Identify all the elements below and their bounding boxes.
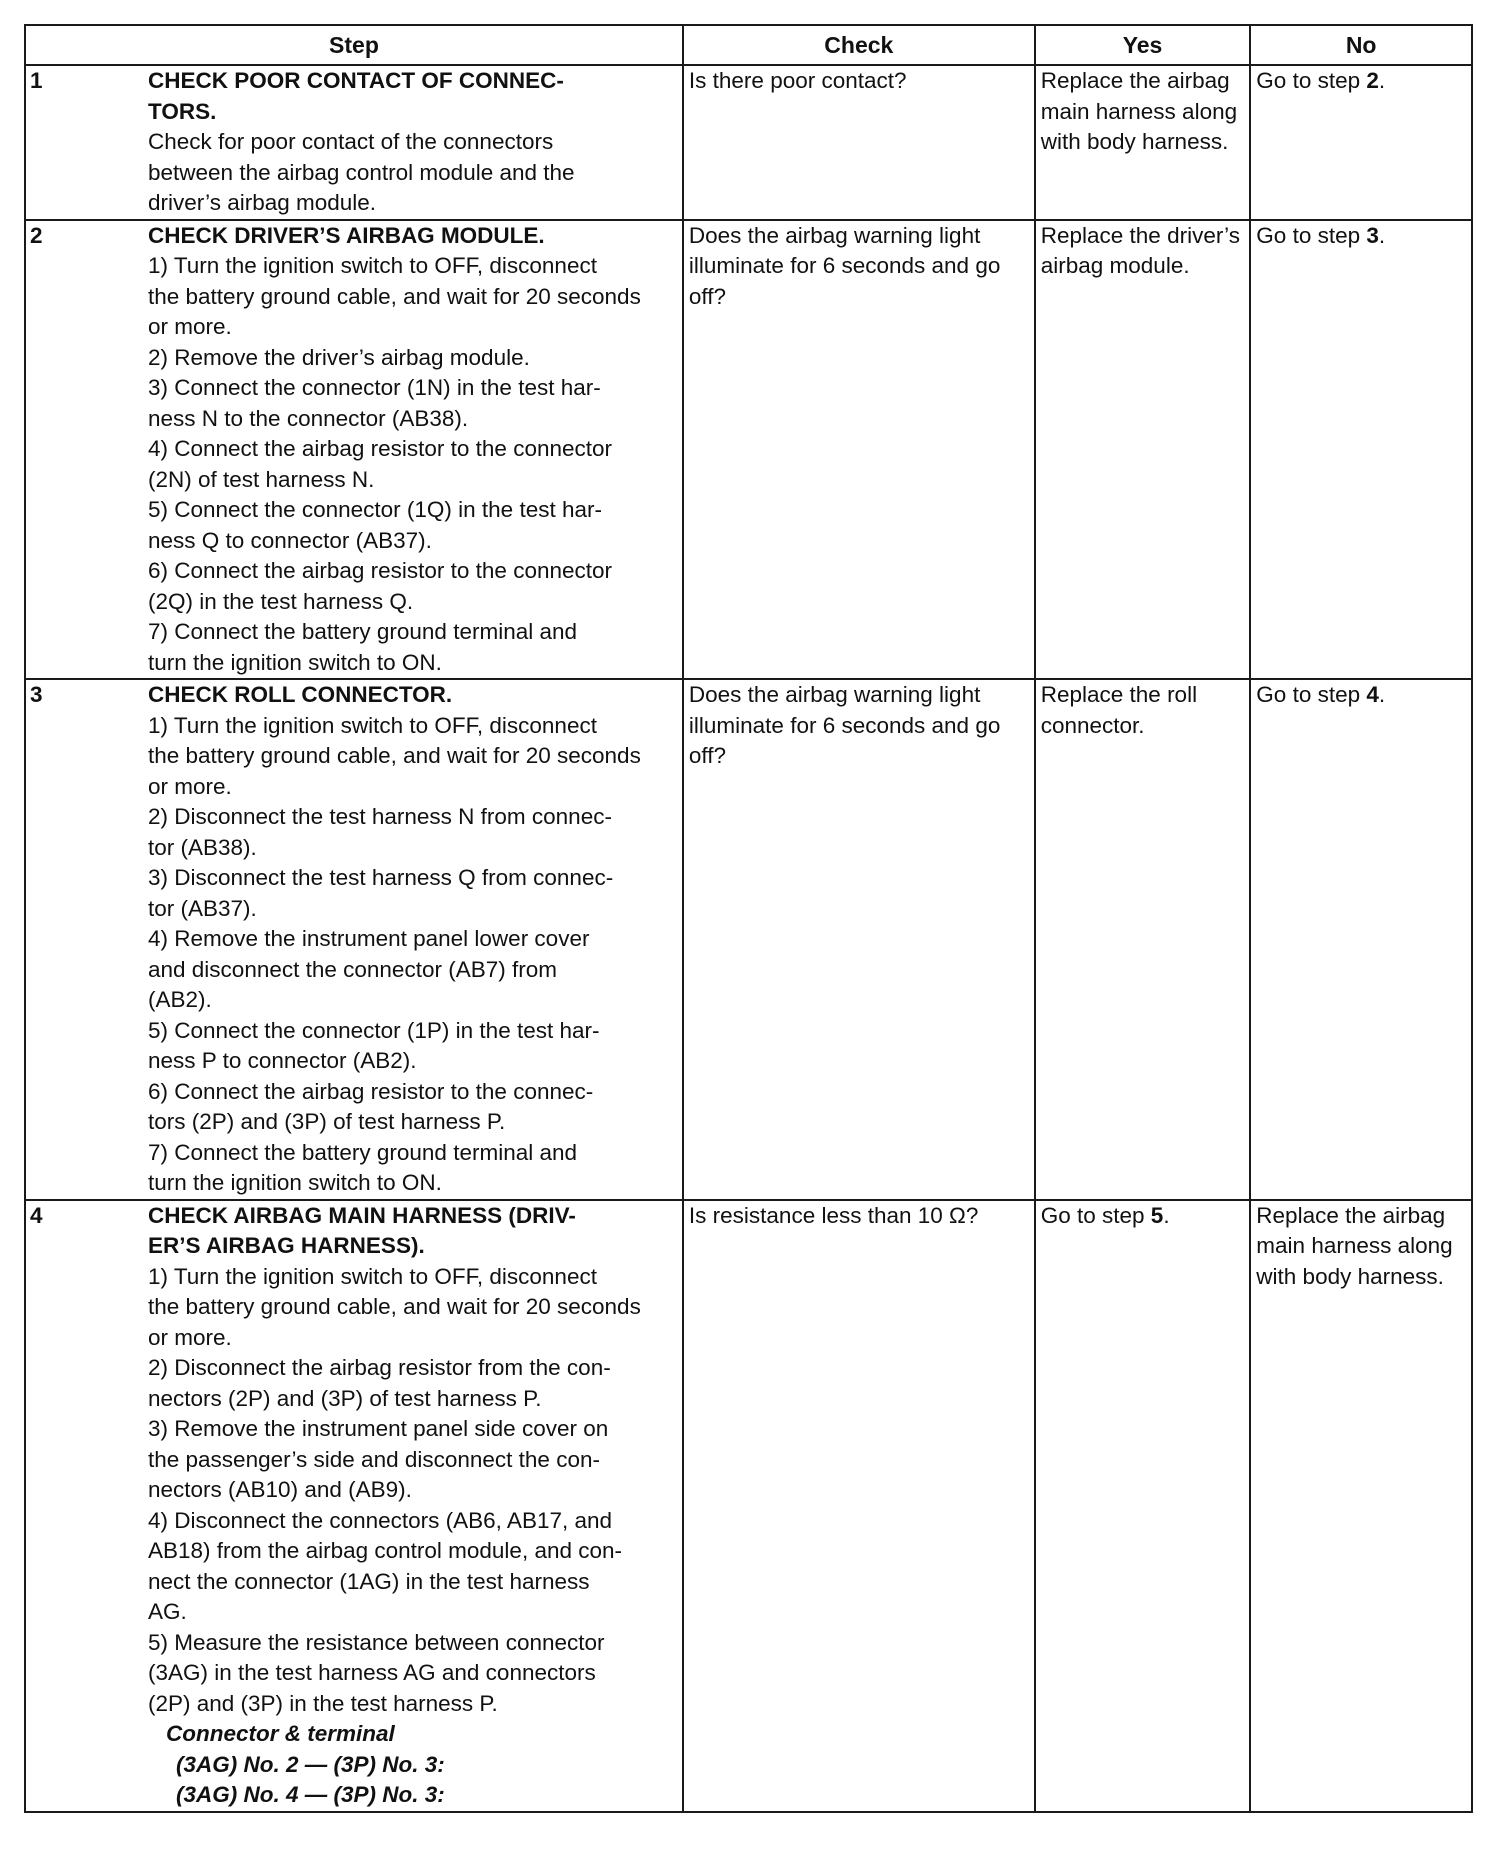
step-line: or more. xyxy=(148,314,232,339)
step-cell xyxy=(25,65,683,220)
step-line: 1) Turn the ignition switch to OFF, disconnect xyxy=(148,253,597,278)
step-line: 6) Connect the airbag resistor to the connec- xyxy=(148,1078,594,1104)
check-cell: Does the airbag warning light illuminate for 6 seconds and go off? xyxy=(683,679,1035,1200)
step-line: 5) Measure the resistance between connector xyxy=(148,1629,605,1655)
step-cell xyxy=(25,1200,683,1812)
no-prefix: Go to step xyxy=(1256,682,1367,707)
table-row xyxy=(25,220,1472,680)
step-line: the battery ground cable, and wait for 20 seconds xyxy=(148,743,641,768)
header-no: No xyxy=(1250,25,1472,65)
no-step-ref: 3 xyxy=(1366,222,1379,248)
header-check: Check xyxy=(683,25,1035,65)
no-cell: Replace the airbag main harness along with body harness. xyxy=(1250,1200,1472,1812)
step-line: (2N) of test harness N. xyxy=(148,466,375,492)
step-line: 3) Disconnect the test harness Q from connec- xyxy=(148,865,614,890)
no-prefix: Go to step xyxy=(1256,222,1367,248)
step-line: the passenger’s side and disconnect the con- xyxy=(148,1446,600,1472)
step-line: ness Q to connector (AB37). xyxy=(148,527,432,553)
step-line: 4) Disconnect the connectors (AB6, AB17, and xyxy=(148,1507,613,1533)
step-line: 1) Turn the ignition switch to OFF, disconnect xyxy=(148,712,597,738)
step-line: 3) Connect the connector (1N) in the test har- xyxy=(148,375,601,400)
spec-line: (3AG) No. 2 — (3P) No. 3: xyxy=(176,1751,445,1777)
step-line: (AB2). xyxy=(148,987,212,1012)
step-title: CHECK AIRBAG MAIN HARNESS (DRIV- xyxy=(148,1202,576,1228)
header-yes: Yes xyxy=(1035,25,1251,65)
no-cell xyxy=(1250,65,1472,220)
step-line: or more. xyxy=(148,773,232,799)
diagnostic-table xyxy=(24,24,1473,1813)
no-suffix: . xyxy=(1378,68,1386,93)
step-line: 4) Remove the instrument panel lower cover xyxy=(148,926,590,951)
step-title: TORS. xyxy=(148,98,217,124)
spec-title: Connector & terminal xyxy=(166,1721,395,1746)
step-cell xyxy=(25,220,683,680)
no-cell xyxy=(1250,220,1472,680)
yes-suffix: . xyxy=(1163,1202,1170,1228)
step-line: 3) Remove the instrument panel side cover on xyxy=(148,1416,609,1441)
yes-prefix: Go to step xyxy=(1040,1202,1151,1228)
step-line: turn the ignition switch to ON. xyxy=(148,649,442,675)
yes-step-ref: 5 xyxy=(1150,1202,1164,1228)
no-prefix: Go to step xyxy=(1256,68,1367,93)
step-line: tor (AB37). xyxy=(148,895,257,921)
check-cell: Is there poor contact? xyxy=(683,65,1035,220)
step-line: the battery ground cable, and wait for 20 seconds xyxy=(148,1294,641,1319)
step-line: (2P) and (3P) in the test harness P. xyxy=(148,1690,498,1716)
step-line: turn the ignition switch to ON. xyxy=(148,1170,442,1195)
header-row xyxy=(25,25,1472,65)
step-line: Check for poor contact of the connectors xyxy=(148,129,554,154)
step-line: nectors (AB10) and (AB9). xyxy=(148,1477,412,1502)
step-cell xyxy=(25,679,683,1200)
step-title: CHECK POOR CONTACT OF CONNEC- xyxy=(148,68,564,93)
step-line: 5) Connect the connector (1P) in the test har- xyxy=(148,1017,600,1043)
table-row xyxy=(25,65,1472,220)
step-title: CHECK DRIVER’S AIRBAG MODULE. xyxy=(148,222,545,248)
check-cell: Is resistance less than 10 Ω? xyxy=(683,1200,1035,1812)
no-step-ref: 4 xyxy=(1366,682,1379,707)
step-title: CHECK ROLL CONNECTOR. xyxy=(148,682,453,707)
step-line: ness N to the connector (AB38). xyxy=(148,405,469,431)
step-line: or more. xyxy=(148,1324,232,1350)
step-line: 2) Remove the driver’s airbag module. xyxy=(148,344,530,370)
step-number: 2 xyxy=(30,222,43,248)
step-line: driver’s airbag module. xyxy=(148,190,377,215)
table-row xyxy=(25,1200,1472,1812)
step-line: 2) Disconnect the airbag resistor from the con- xyxy=(148,1355,611,1380)
step-number: 1 xyxy=(30,68,43,93)
yes-cell xyxy=(1035,1200,1251,1812)
no-suffix: . xyxy=(1378,222,1386,248)
no-cell xyxy=(1250,679,1472,1200)
no-step-ref: 2 xyxy=(1366,68,1379,93)
step-line: 4) Connect the airbag resistor to the connector xyxy=(148,436,613,461)
step-line: the battery ground cable, and wait for 20 seconds xyxy=(148,283,641,309)
step-line: 7) Connect the battery ground terminal and xyxy=(148,619,578,644)
step-line: ness P to connector (AB2). xyxy=(148,1048,417,1073)
check-cell: Does the airbag warning light illuminate for 6 seconds and go off? xyxy=(683,220,1035,680)
step-line: AB18) from the airbag control module, and con- xyxy=(148,1538,623,1563)
step-line: and disconnect the connector (AB7) from xyxy=(148,956,557,982)
step-line: tor (AB38). xyxy=(148,834,257,860)
step-line: 7) Connect the battery ground terminal and xyxy=(148,1139,578,1165)
step-number: 4 xyxy=(30,1202,43,1228)
step-body xyxy=(148,1201,677,1811)
step-line: AG. xyxy=(148,1599,187,1624)
step-body xyxy=(148,66,677,219)
step-line: 2) Disconnect the test harness N from connec- xyxy=(148,804,612,829)
step-line: 6) Connect the airbag resistor to the connector xyxy=(148,558,613,583)
step-line: 5) Connect the connector (1Q) in the test har- xyxy=(148,497,602,522)
step-line: (2Q) in the test harness Q. xyxy=(148,588,414,614)
header-step: Step xyxy=(25,25,683,65)
spec-line: (3AG) No. 4 — (3P) No. 3: xyxy=(176,1782,445,1807)
step-body xyxy=(148,221,677,679)
yes-cell: Replace the roll connector. xyxy=(1035,679,1251,1200)
yes-cell: Replace the driver’s airbag module. xyxy=(1035,220,1251,680)
step-title: ER’S AIRBAG HARNESS). xyxy=(148,1233,425,1258)
step-body xyxy=(148,680,677,1199)
step-line: between the airbag control module and the xyxy=(148,159,575,185)
step-line: 1) Turn the ignition switch to OFF, disconnect xyxy=(148,1263,597,1289)
step-number: 3 xyxy=(30,682,43,707)
table-row xyxy=(25,679,1472,1200)
yes-cell: Replace the airbag main harness along with body harness. xyxy=(1035,65,1251,220)
step-line: tors (2P) and (3P) of test harness P. xyxy=(148,1109,506,1134)
step-line: nectors (2P) and (3P) of test harness P. xyxy=(148,1385,542,1411)
step-line: (3AG) in the test harness AG and connectors xyxy=(148,1660,596,1685)
step-line: nect the connector (1AG) in the test harness xyxy=(148,1568,590,1594)
no-suffix: . xyxy=(1378,682,1386,707)
